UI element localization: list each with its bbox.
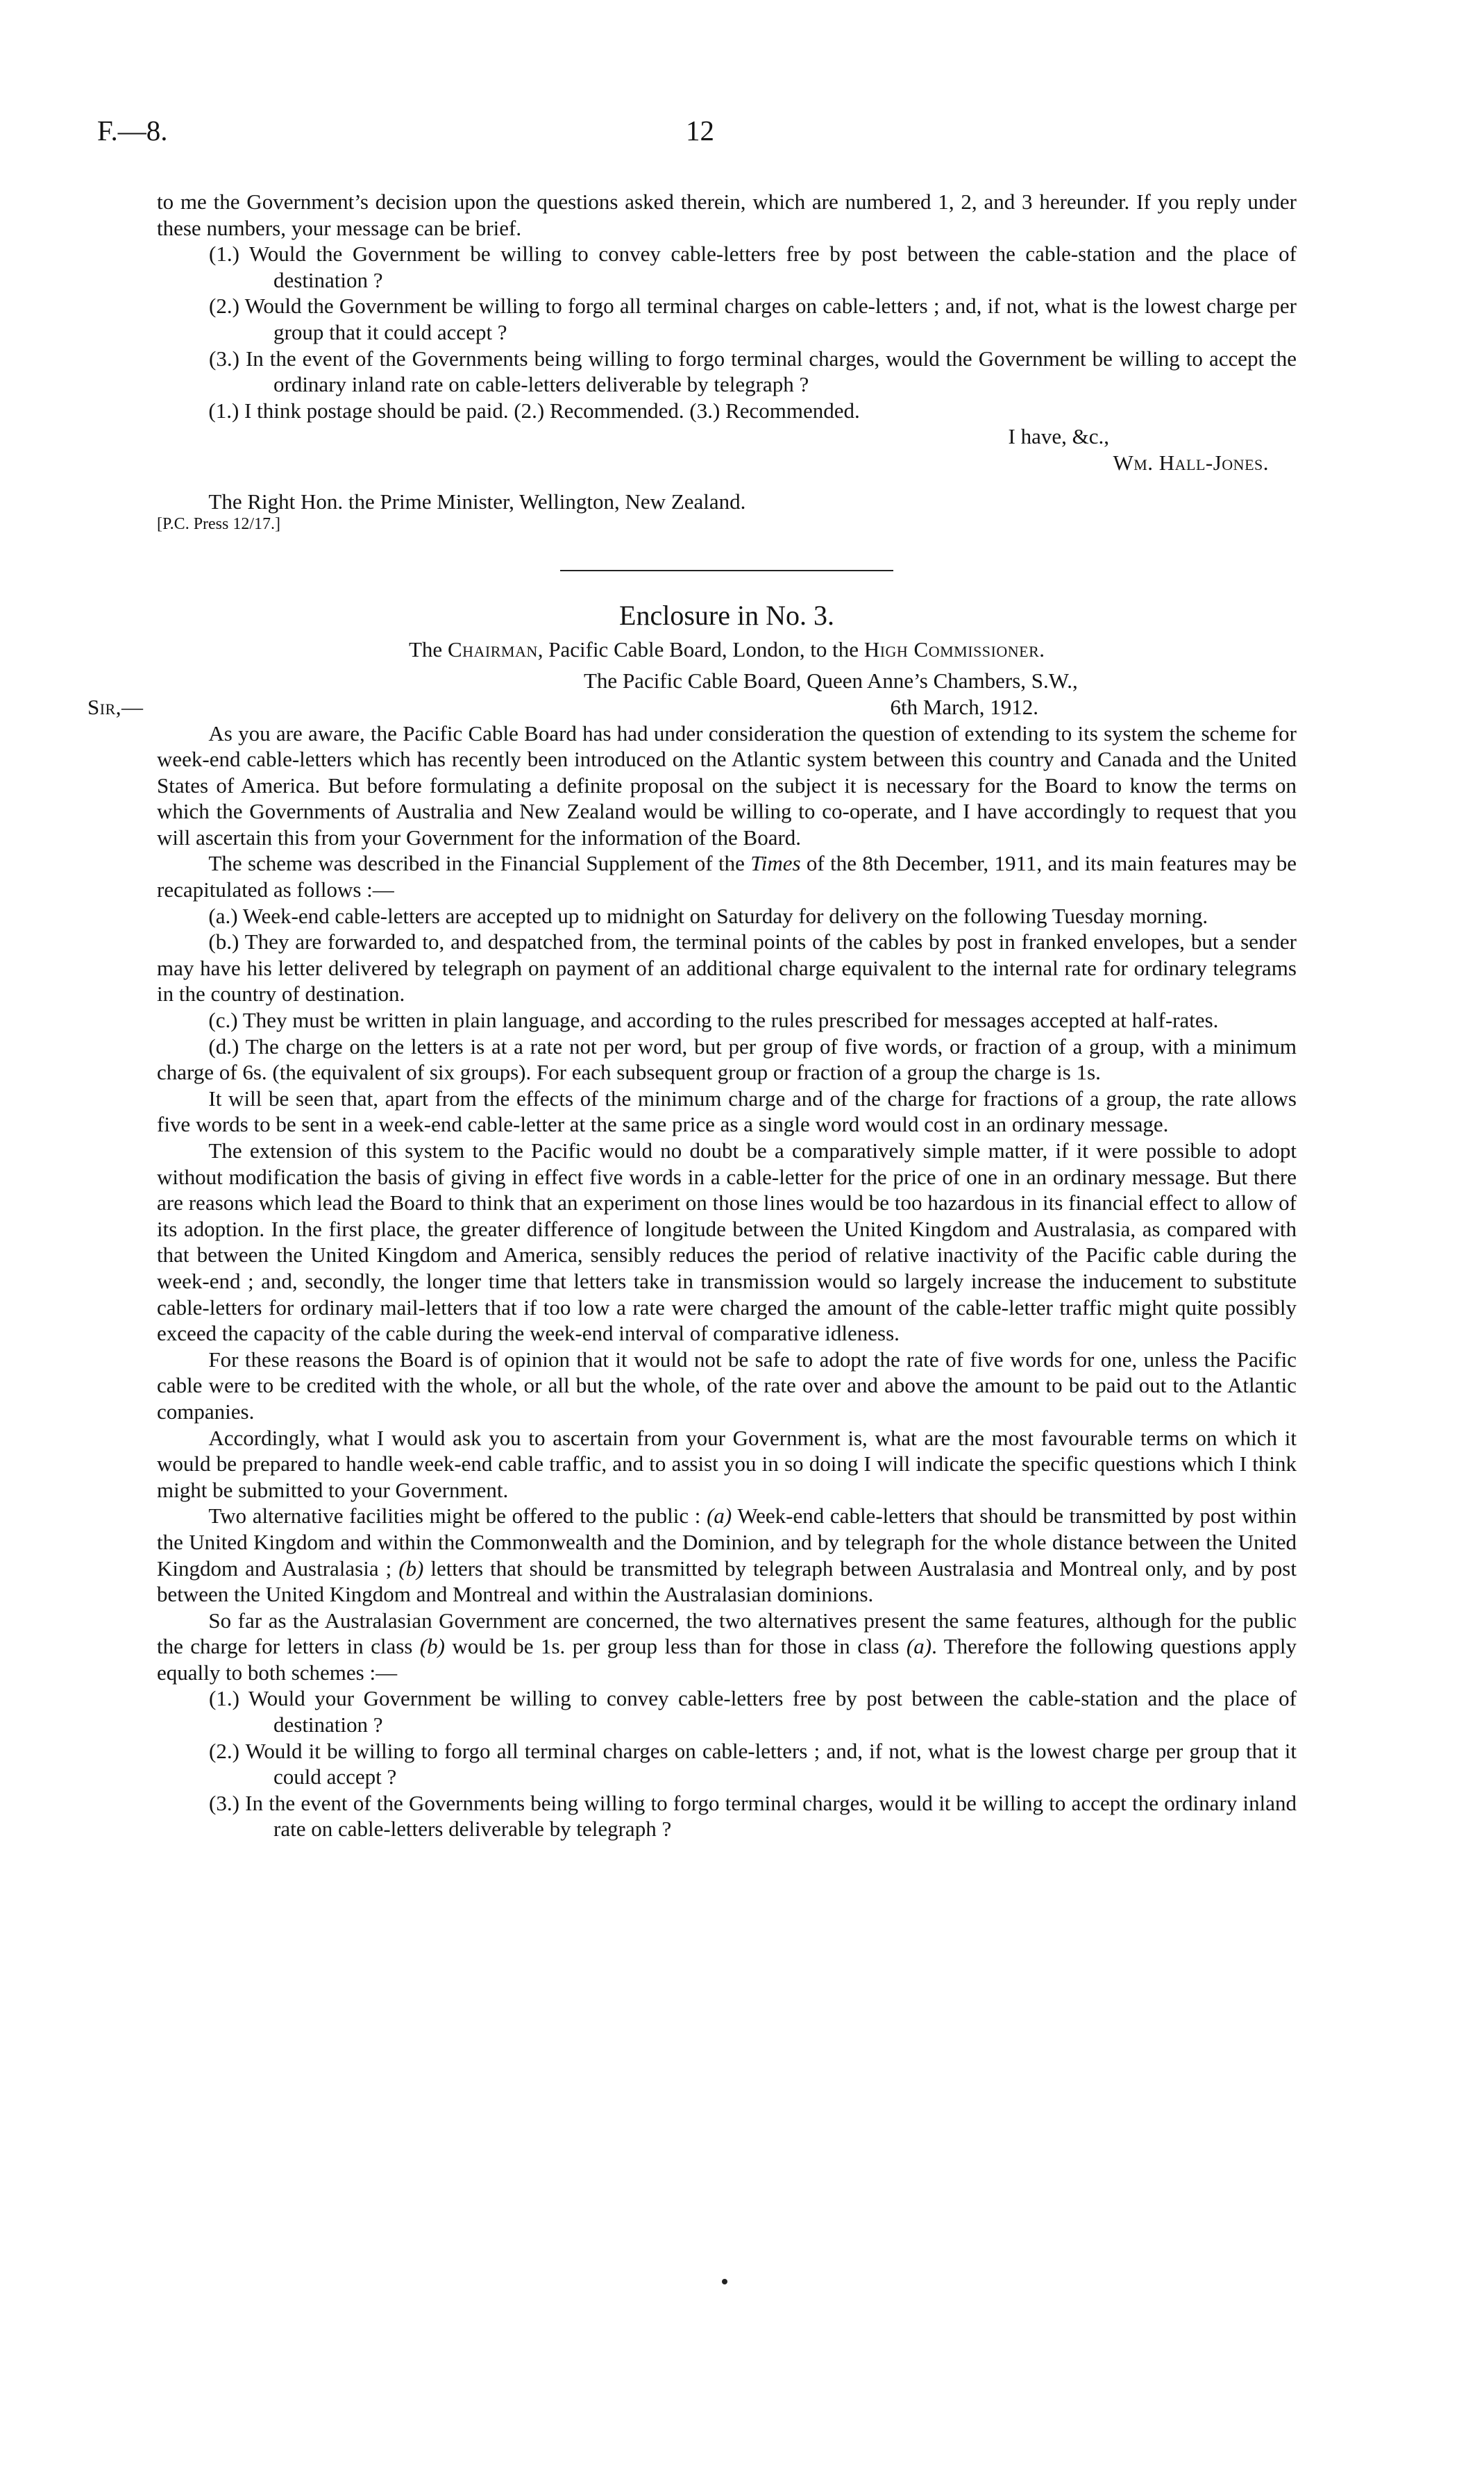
feature-d [157,1034,1297,1086]
paragraph-text: would be 1s. per group less than for those in class [444,1634,907,1659]
print-mark [722,2279,727,2284]
question-text: Would it be willing to forgo all terminal charges on cable-letters ; and, if not, what is the lowest charge per group that it could accept ? [245,1738,1297,1789]
parliamentary-paper-reference: F.—8. [97,115,168,146]
paragraph-text: . Therefore the following questions apply equally to both schemes :— [157,1634,1297,1685]
question-text: Would your Government be willing to convey cable-letters free by post between the cable-station and the place of destination ? [248,1686,1297,1737]
letter-question-3 [209,346,1297,398]
class-label: (b) [419,1634,445,1659]
paragraph-text: So far as the Australasian Government are concerned, the two alternatives present the same features, although for the public the charge for letters in class [157,1608,1297,1659]
class-label: (a) [906,1634,932,1659]
paragraph-7 [157,1503,1297,1607]
paragraph-8 [157,1608,1297,1686]
paragraph-text: Week-end cable-letters that should be transmitted by post within the United Kingdom and within the Commonwealth and the Dominion, and by telegraph for the whole distance between the United Kingdom and Australasia ; [157,1504,1297,1581]
page-number: 12 [686,115,714,146]
enclosure-question-1 [209,1685,1297,1737]
letter-question-1 [209,241,1297,293]
enclosure-question-3 [209,1790,1297,1842]
subtitle-text: The [409,637,448,662]
paragraph-2 [157,850,1297,902]
salutation-date-row [87,694,1297,721]
letter-continuation: to me the Government’s decision upon the questions asked therein, which are numbered 1, 2, and 3 hereunder. If you reply under these numbers, your message can be brief. [157,190,1297,240]
question-number: (2.) [209,294,239,319]
question-text: Would the Government be willing to forgo all terminal charges on cable-letters ; and, if not, what is the lowest charge per group that it could accept ? [244,294,1297,344]
question-number: (2.) [209,1738,239,1763]
letter-addressee: The Right Hon. the Prime Minister, Wellington, New Zealand. [208,489,746,514]
feature-text: Week-end cable-letters are accepted up to midnight on Saturday for delivery on the following Tuesday morning. [242,903,1208,928]
press-reference: [P.C. Press 12/17.] [157,515,281,534]
letter-signature: Wm. Hall-Jones. [1113,450,1269,475]
salutation: Sir,— [87,694,144,719]
feature-text: They are forwarded to, and despatched from, the terminal points of the cables by post in franked envelopes, but a sender may have his letter delivered by telegraph on payment of an additional charge equivalent to the internal rate for ordinary telegrams in the country of destination. [157,929,1297,1007]
letter-date: 6th March, 1912. [890,694,1038,719]
telegraphed-reply: (1.) I think postage should be paid. (2.) Recommended. (3.) Recommended. [208,398,860,423]
enclosure-question-2 [209,1738,1297,1790]
subtitle-text: . [1039,637,1045,662]
feature-a [157,903,1297,929]
paragraph-3: It will be seen that, apart from the effects of the minimum charge and of the charge for fractions of a group, the rate allows five words to be sent in a week-end cable-letter at the same price as a single word would cost in an ordinary message. [157,1086,1297,1137]
feature-text: The charge on the letters is at a rate not per word, but per group of five words, or fraction of a group, with a minimum charge of 6s. (the equivalent of six groups). For each subsequent group or fraction of a group the charge is 1s. [157,1034,1297,1085]
question-number: (1.) [209,1686,239,1711]
section-divider [560,570,893,571]
question-text: In the event of the Governments being willing to forgo terminal charges, would it be willing to accept the ordinary inland rate on cable-letters deliverable by telegraph ? [245,1790,1297,1842]
paragraph-6: Accordingly, what I would ask you to ascertain from your Government is, what are the most favourable terms on which it would be prepared to handle week-end cable traffic, and to assist you in so doing I will indicate the specific questions which I think might be submitted to your Government. [157,1425,1297,1502]
feature-label: (a.) [208,903,238,928]
class-label: (b) [398,1556,424,1581]
paragraph-text: Two alternative facilities might be offered to the public : [208,1504,707,1528]
question-number: (3.) [209,1790,239,1815]
enclosure-question-list [157,1685,1297,1842]
class-label: (a) [707,1504,732,1528]
paragraph-text: The scheme was described in the Financial Supplement of the [208,851,751,876]
letter-question-2 [209,293,1297,345]
feature-b [157,929,1297,1007]
recipient-title: High Commissioner [863,637,1040,662]
paragraph-text: letters that should be transmitted by telegraph between Australasia and Montreal only, and by post between the United Kingdom and Montreal and within the Australasian dominions. [157,1556,1297,1607]
feature-text: They must be written in plain language, and according to the rules prescribed for messages accepted at half-rates. [242,1008,1219,1033]
feature-c [157,1007,1297,1034]
question-text: In the event of the Governments being willing to forgo terminal charges, would the Government be willing to accept the ordinary inland rate on cable-letters deliverable by telegraph ? [245,346,1297,397]
enclosure-subtitle [157,637,1297,663]
feature-label: (c.) [208,1008,238,1033]
question-number: (3.) [209,346,239,371]
letter-closing: I have, &c., [1008,424,1109,449]
sender-title: Chairman [447,637,538,662]
sender-address: The Pacific Cable Board, Queen Anne’s Chambers, S.W., [584,668,1078,693]
body-text [87,189,1297,1842]
question-number: (1.) [209,242,239,267]
question-text: Would the Government be willing to convey cable-letters free by post between the cable-station and the place of destination ? [248,242,1297,292]
newspaper-title: Times [750,851,801,876]
paragraph-1: As you are aware, the Pacific Cable Board has had under consideration the question of extending to its system the scheme for week-end cable-letters which has recently been introduced on the Atlantic system between this country and Canada and the United States of America. But before formulating a definite proposal on the subject it is necessary for the Board to know the terms on which the Governments of Australia and New Zealand would be willing to co-operate, and I have accordingly to request that you will ascertain this from your Government for the information of the Board. [157,721,1297,850]
paragraph-5: For these reasons the Board is of opinion that it would not be safe to adopt the rate of five words for one, unless the Pacific cable were to be credited with the whole, or all but the whole, of the rate over and above the amount to be paid out to the Atlantic companies. [157,1347,1297,1424]
paragraph-4: The extension of this system to the Pacific would no doubt be a comparatively simple matter, if it were possible to adopt without modification the basis of giving in effect five words in a cable-letter for the price of one in an ordinary message. But there are reasons which lead the Board to think that an experiment on those lines would be too hazardous in its financial effect to allow of its adoption. In the first place, the greater difference of longitude between the United Kingdom and Australasia, as compared with that between the United Kingdom and America, sensibly reduces the period of relative inactivity of the Pacific cable during the week-end ; and, secondly, the longer time that letters take in transmission would so largely increase the inducement to substitute cable-letters for ordinary mail-letters that if too low a rate were charged the amount of the cable-letter traffic might quite possibly exceed the capacity of the cable during the week-end interval of comparative idleness. [157,1138,1297,1346]
subtitle-text: , Pacific Cable Board, London, to the [537,637,864,662]
feature-label: (d.) [208,1034,239,1059]
feature-label: (b.) [208,929,239,954]
letter-question-list [157,241,1297,398]
paragraph-text: of the 8th December, 1911, and its main features may be recapitulated as follows :— [157,851,1297,902]
enclosure-title: Enclosure in No. 3. [619,599,834,631]
